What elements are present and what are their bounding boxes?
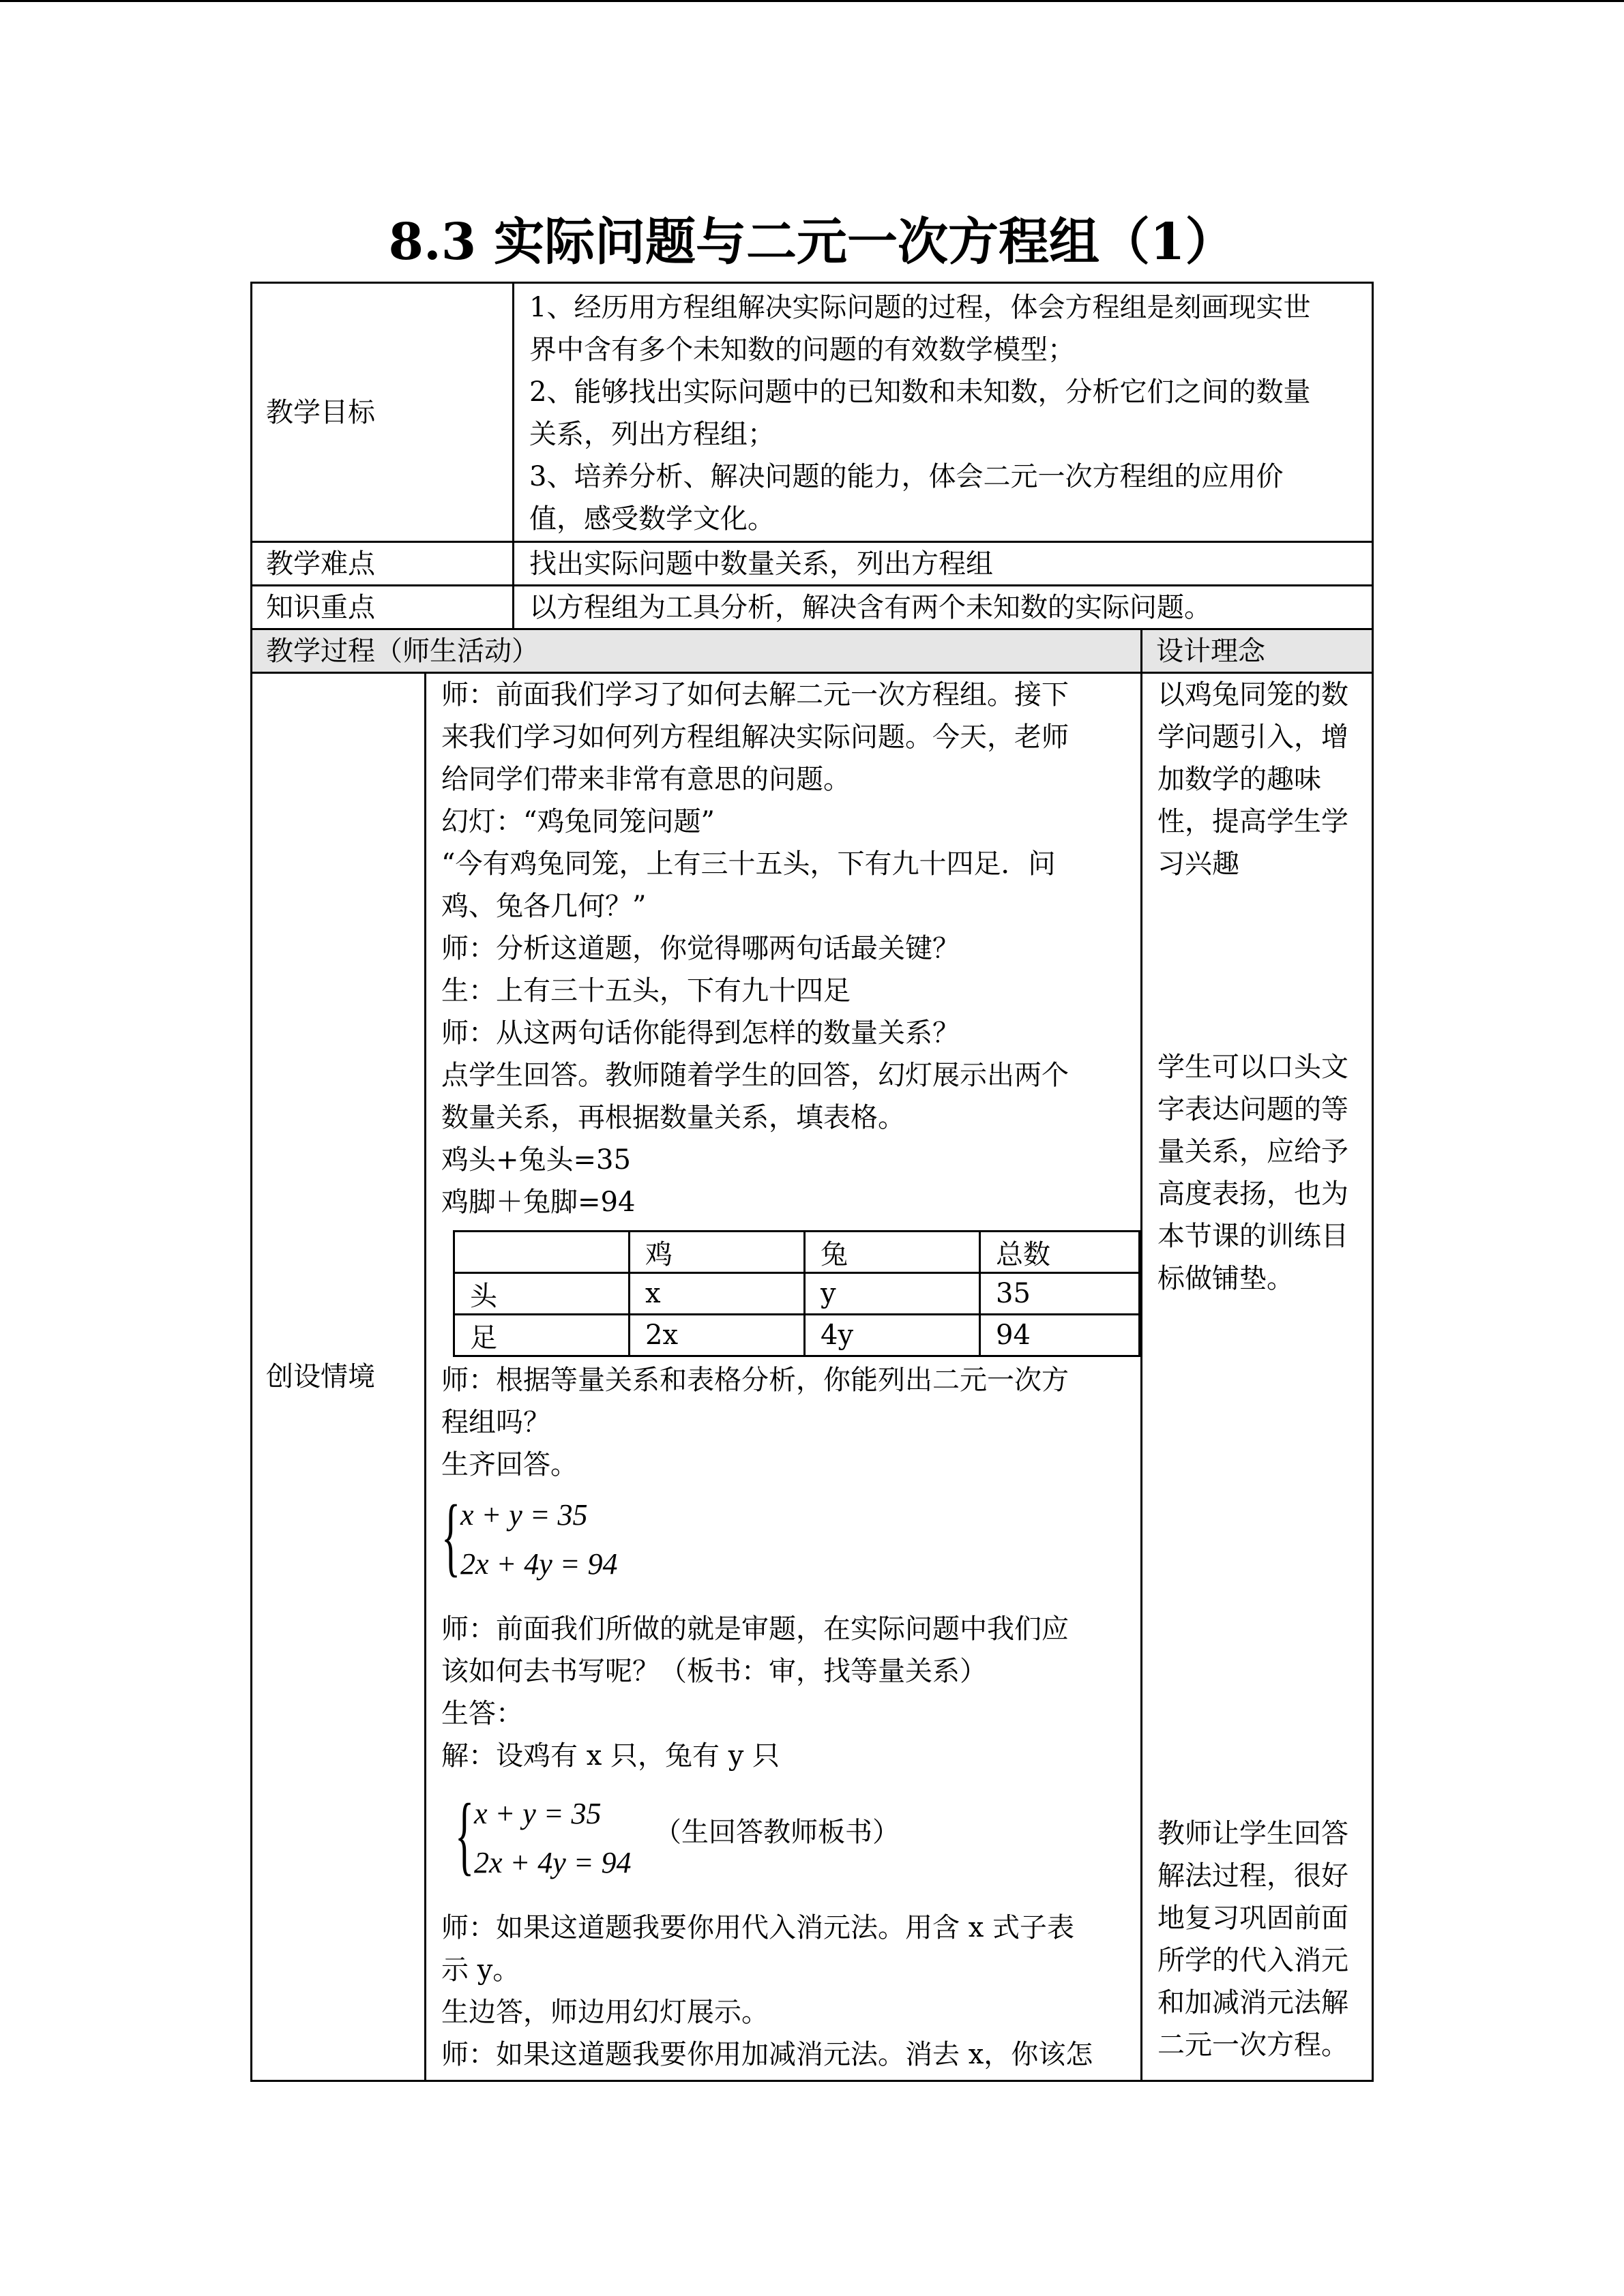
goals-line: 3、培养分析、解决问题的能力，体会二元一次方程组的应用价 (529, 461, 1284, 492)
note-line: 标做铺垫。 (1157, 1263, 1294, 1294)
main-block-b (441, 1359, 1069, 1486)
note-line: 学问题引入，增 (1157, 721, 1348, 753)
difficulty-label: 教学难点 (266, 548, 375, 580)
keypoint-label: 知识重点 (266, 591, 375, 623)
main-block-d (441, 1907, 1093, 2076)
table-cell: 94 (980, 1315, 1140, 1356)
note-line: 本节课的训练目 (1157, 1221, 1348, 1252)
table-row (454, 1232, 1140, 1273)
note-line: 教师让学生回答 (1157, 1818, 1348, 1849)
note-line: 二元一次方程。 (1157, 2029, 1348, 2061)
goals-line: 2、能够找出实际问题中的已知数和未知数，分析它们之间的数量 (529, 376, 1311, 408)
main-line: 师：从这两句话你能得到怎样的数量关系？ (441, 1017, 960, 1049)
main-line: “今有鸡兔同笼，上有三十五头，下有九十四足．问 (441, 848, 1056, 880)
table-cell: 头 (454, 1273, 630, 1315)
note-line: 高度表扬，也为 (1157, 1178, 1348, 1210)
main-line: 鸡、兔各几何？” (441, 891, 647, 922)
main-block-a (441, 674, 1069, 1223)
note-line: 学生可以口头文 (1157, 1052, 1348, 1083)
table-row (454, 1315, 1140, 1356)
main-content (426, 674, 1140, 2080)
note-line: 性，提高学生学 (1157, 806, 1348, 837)
chicken-rabbit-table (453, 1230, 1140, 1357)
table-cell (454, 1232, 630, 1273)
note-line: 和加减消元法解 (1157, 1987, 1348, 2018)
lesson-plan-table (250, 282, 1374, 2082)
note-line: 加数学的趣味 (1157, 764, 1321, 795)
note-line: 量关系，应给予 (1157, 1136, 1348, 1167)
note-line: 地复习巩固前面 (1157, 1903, 1348, 1934)
main-line: 师：分析这道题，你觉得哪两句话最关键？ (441, 933, 960, 964)
main-line: 点学生回答。教师随着学生的回答，幻灯展示出两个 (441, 1060, 1069, 1091)
main-line: 生答： (441, 1698, 523, 1729)
main-line: 数量关系，再根据数量关系，填表格。 (441, 1102, 905, 1133)
main-line: 示 y。 (441, 1954, 520, 1986)
main-line: 鸡头+兔头=35 (441, 1144, 631, 1176)
main-line: 程组吗？ (441, 1407, 550, 1438)
main-line: 生齐回答。 (441, 1449, 578, 1480)
main-line: 该如何去书写呢？（板书：审，找等量关系） (441, 1656, 987, 1687)
design-note-3 (1157, 1813, 1348, 2066)
table-cell: x (630, 1273, 805, 1315)
table-row (454, 1273, 1140, 1315)
system-brace: { (455, 1786, 475, 1884)
main-line: 给同学们带来非常有意思的问题。 (441, 764, 851, 795)
page-top-border (0, 0, 1624, 2)
design-notes (1142, 674, 1372, 2080)
main-line: 解：设鸡有 x 只，兔有 y 只 (441, 1740, 780, 1772)
main-line: 师：如果这道题我要你用代入消元法。用含 x 式子表 (441, 1912, 1074, 1943)
note-line: 字表达问题的等 (1157, 1094, 1348, 1125)
main-line: 幻灯：“鸡兔同笼问题” (441, 806, 715, 837)
goals-line: 值，感受数学文化。 (529, 503, 775, 535)
system2-note: （生回答教师板书） (654, 1817, 900, 1848)
note-line: 以鸡兔同笼的数 (1157, 679, 1348, 711)
table-cell: 鸡 (630, 1232, 805, 1273)
main-line: 生：上有三十五头，下有九十四足 (441, 975, 851, 1007)
system2-eq2: 2x + 4y = 94 (474, 1846, 632, 1879)
main-line: 生边答，师边用幻灯展示。 (441, 1997, 769, 2028)
main-line: 师：前面我们学习了如何去解二元一次方程组。接下 (441, 679, 1069, 711)
table-cell: 足 (454, 1315, 630, 1356)
goals-line: 关系，列出方程组； (529, 419, 775, 450)
difficulty-text: 找出实际问题中数量关系，列出方程组 (529, 548, 993, 580)
table-cell: 2x (630, 1315, 805, 1356)
table-cell: 4y (805, 1315, 980, 1356)
keypoint-text: 以方程组为工具分析，解决含有两个未知数的实际问题。 (529, 591, 1211, 623)
design-note-2 (1157, 1046, 1348, 1300)
goals-line: 界中含有多个未知数的问题的有效数学模型； (529, 334, 1075, 366)
process-header-right: 设计理念 (1156, 635, 1265, 667)
table-cell: y (805, 1273, 980, 1315)
table-cell: 兔 (805, 1232, 980, 1273)
note-line: 解法过程，很好 (1157, 1860, 1348, 1892)
system2-eq1: x + y = 35 (474, 1797, 602, 1830)
goals-label: 教学目标 (266, 396, 375, 428)
main-line: 师：根据等量关系和表格分析，你能列出二元一次方 (441, 1365, 1069, 1396)
main-line: 师：前面我们所做的就是审题，在实际问题中我们应 (441, 1613, 1069, 1645)
process-header-left: 教学过程（师生活动） (266, 635, 539, 667)
goals-line: 1、经历用方程组解决实际问题的过程，体会方程组是刻画现实世 (529, 292, 1311, 323)
main-block-c (441, 1608, 1069, 1777)
system1-eq1: x + y = 35 (460, 1498, 588, 1532)
main-line: 鸡脚＋兔脚=94 (441, 1187, 636, 1218)
main-line: 师：如果这道题我要你用加减消元法。消去 x，你该怎 (441, 2039, 1093, 2070)
system1-eq2: 2x + 4y = 94 (460, 1547, 618, 1581)
note-line: 习兴趣 (1157, 848, 1239, 880)
section-label: 创设情境 (266, 1361, 375, 1392)
main-line: 来我们学习如何列方程组解决实际问题。今天，老师 (441, 721, 1069, 753)
page-title: 8.3 实际问题与二元一次方程组（1） (388, 213, 1236, 271)
goals-content (514, 284, 1372, 541)
table-cell: 35 (980, 1273, 1140, 1315)
design-note-1 (1157, 674, 1348, 885)
table-cell: 总数 (980, 1232, 1140, 1273)
note-line: 所学的代入消元 (1157, 1945, 1348, 1976)
system-brace: { (441, 1487, 461, 1585)
